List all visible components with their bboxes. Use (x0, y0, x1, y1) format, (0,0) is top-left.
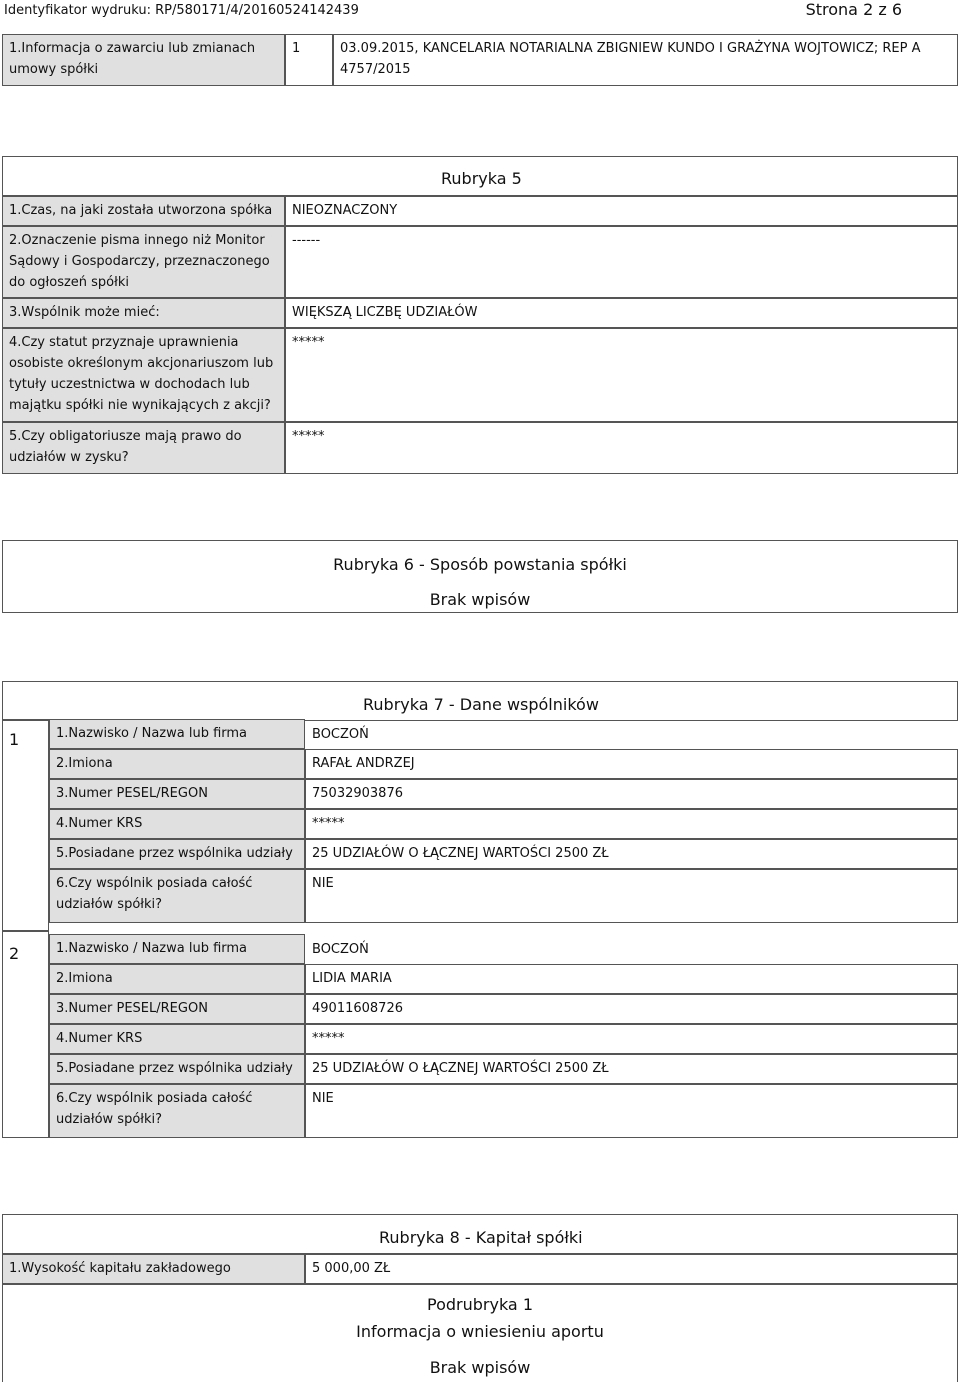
p2-label-5: 5.Posiadane przez wspólnika udziały (49, 1054, 305, 1084)
p1-value-1: BOCZOŃ (312, 727, 369, 742)
p2-label-1: 1.Nazwisko / Nazwa lub firma (49, 934, 305, 964)
r5-value-5: ***** (285, 422, 958, 474)
p2-value-6: NIE (305, 1084, 958, 1138)
r5-value-3: WIĘKSZĄ LICZBĘ UDZIAŁÓW (285, 298, 958, 328)
p2-value-4: ***** (305, 1024, 958, 1054)
r5-label-2: 2.Oznaczenie pisma innego niż Monitor Sądowy i Gospodarczy, przeznaczonego do ogłoszeń spółki (2, 226, 285, 298)
rubryka7-header (2, 681, 958, 721)
p1-label-5: 5.Posiadane przez wspólnika udziały (49, 839, 305, 869)
podrubryka-empty: Brak wpisów (429, 1358, 531, 1377)
r5-value-4: ***** (285, 328, 958, 422)
p1-value-3: 75032903876 (305, 779, 958, 809)
p1-label-2: 2.Imiona (49, 749, 305, 779)
p1-value-5: 25 UDZIAŁÓW O ŁĄCZNEJ WARTOŚCI 2500 ZŁ (305, 839, 958, 869)
p2-label-2: 2.Imiona (49, 964, 305, 994)
podrubryka-name: Informacja o wniesieniu aportu (356, 1322, 604, 1341)
print-id: Identyfikator wydruku: RP/580171/4/20160524142439 (4, 3, 359, 18)
r8-value: 5 000,00 ZŁ (305, 1254, 958, 1284)
info-label: 1.Informacja o zawarciu lub zmianach umowy spółki (2, 34, 285, 86)
rubryka5-header (2, 156, 958, 196)
info-value: 03.09.2015, KANCELARIA NOTARIALNA ZBIGNIEW KUNDO I GRAŻYNA WOJTOWICZ; REP A 4757/2015 (333, 34, 958, 86)
rubryka8-header (2, 1214, 958, 1254)
p1-label-6: 6.Czy wspólnik posiada całość udziałów spółki? (49, 869, 305, 923)
partner-1-num: 1 (2, 719, 49, 931)
p2-label-4: 4.Numer KRS (49, 1024, 305, 1054)
rubryka6-title: Rubryka 6 - Sposób powstania spółki (333, 555, 627, 574)
r5-label-5: 5.Czy obligatoriusze mają prawo do udziałów w zysku? (2, 422, 285, 474)
r5-label-1: 1.Czas, na jaki została utworzona spółka (2, 196, 285, 226)
p1-label-3: 3.Numer PESEL/REGON (49, 779, 305, 809)
r8-label: 1.Wysokość kapitału zakładowego (2, 1254, 305, 1284)
r5-value-2: ------ (285, 226, 958, 298)
info-num: 1 (285, 34, 333, 86)
p2-value-1: BOCZOŃ (312, 942, 369, 957)
p1-value-6: NIE (305, 869, 958, 923)
rubryka5-title: Rubryka 5 (441, 169, 522, 188)
rubryka7-title: Rubryka 7 - Dane wspólników (363, 695, 599, 714)
rubryka8-sub (2, 1284, 958, 1382)
p2-value-5: 25 UDZIAŁÓW O ŁĄCZNEJ WARTOŚCI 2500 ZŁ (305, 1054, 958, 1084)
podrubryka-title: Podrubryka 1 (427, 1295, 533, 1314)
p1-label-1: 1.Nazwisko / Nazwa lub firma (49, 719, 305, 749)
r5-label-4: 4.Czy statut przyznaje uprawnienia osobiste określonym akcjonariuszom lub tytuły uczestnictwa w dochodach lub majątku spółki nie wynikających z akcji? (2, 328, 285, 422)
r5-label-3: 3.Wspólnik może mieć: (2, 298, 285, 328)
partner-2-num: 2 (2, 931, 49, 1138)
p2-label-6: 6.Czy wspólnik posiada całość udziałów spółki? (49, 1084, 305, 1138)
p2-value-3: 49011608726 (305, 994, 958, 1024)
page-number: Strona 2 z 6 (805, 0, 902, 19)
rubryka6-box (2, 540, 958, 613)
p1-value-4: ***** (305, 809, 958, 839)
p1-label-4: 4.Numer KRS (49, 809, 305, 839)
rubryka8-title: Rubryka 8 - Kapitał spółki (379, 1228, 583, 1247)
r5-value-1: NIEOZNACZONY (285, 196, 958, 226)
rubryka6-empty: Brak wpisów (429, 590, 531, 609)
p2-label-3: 3.Numer PESEL/REGON (49, 994, 305, 1024)
p1-value-2: RAFAŁ ANDRZEJ (305, 749, 958, 779)
p2-value-2: LIDIA MARIA (305, 964, 958, 994)
